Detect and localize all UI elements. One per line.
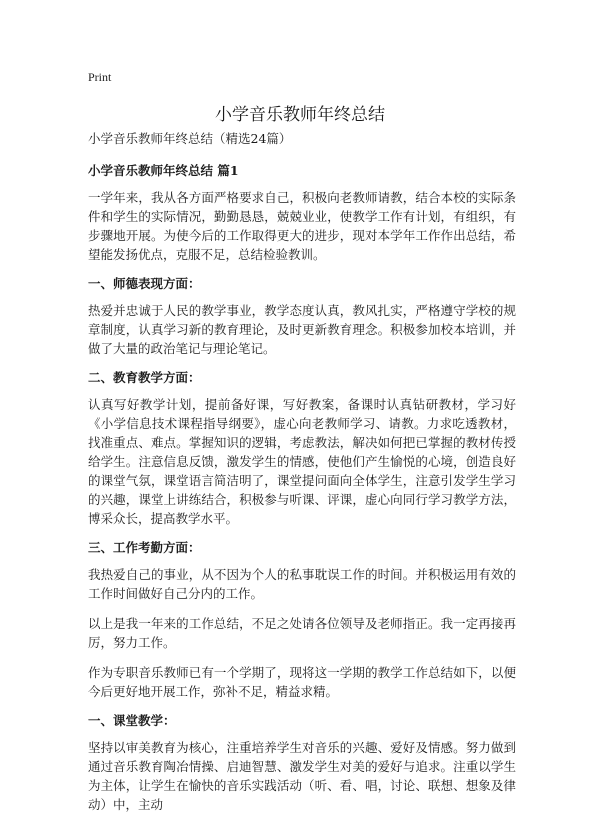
paragraph: 作为专职音乐教师已有一个学期了，现将这一学期的教学工作总结如下，以便今后更好地开展工作，弥补不足，精益求精。: [88, 665, 516, 699]
paragraph: 以上是我一年来的工作总结，不足之处请各位领导及老师指正。我一定再接再厉，努力工作。: [88, 616, 516, 650]
paragraph: 认真写好教学计划，提前备好课，写好教案，备课时认真钻研教材，学习好《小学信息技术课程指导纲要》，虚心向老教师学习、请教。力求吃透教材，找准重点、难点。掌握知识的逻辑，考虑教法，解决如何把已掌握的教材传授给学生。注意信息反馈，激发学生的情感，使他们产生愉悦的心境，创造良好的课堂气氛，课堂语言简洁明了，课堂提问面向全体学生，注意引发学生学习的兴趣，课堂上讲练结合，积极参与听课、评课，虚心向同行学习教学方法，博采众长，提高教学水平。: [88, 397, 516, 526]
section-heading: 一、师德表现方面：: [88, 276, 201, 291]
section-heading: 三、工作考勤方面：: [88, 540, 201, 555]
section-heading: 一、课堂教学：: [88, 713, 176, 728]
paragraph: 我热爱自己的事业，从不因为个人的私事耽误工作的时间。并积极运用有效的工作时间做好自己分内的工作。: [88, 567, 516, 601]
document-subtitle: 小学音乐教师年终总结（精选24篇）: [88, 131, 292, 146]
document-body: [88, 130, 516, 825]
print-link[interactable]: Print: [88, 70, 112, 84]
paragraph: 热爱并忠诚于人民的教学事业，教学态度认真，教风扎实，严格遵守学校的规章制度，认真学习新的教育理论，及时更新教育理念。积极参加校本培训，并做了大量的政治笔记与理论笔记。: [88, 303, 516, 356]
paragraph: 一学年来，我从各方面严格要求自己，积极向老教师请教，结合本校的实际条件和学生的实际情况，勤勤恳恳，兢兢业业，使教学工作有计划，有组织，有步骤地开展。为使今后的工作取得更大的进步，现对本学年工作作出总结，希望能发扬优点，克服不足，总结检验教训。: [88, 190, 516, 262]
paragraph: 坚持以审美教育为核心，注重培养学生对音乐的兴趣、爱好及情感。努力做到通过音乐教育陶冶情操、启迪智慧、激发学生对美的爱好与追求。注重以学生为主体，让学生在愉快的音乐实践活动（听、看、唱，讨论、联想、想象及律动）中，主动: [88, 740, 516, 812]
section-heading: 二、教育教学方面：: [88, 370, 201, 385]
page-title: 小学音乐教师年终总结: [215, 105, 385, 125]
section-heading: 小学音乐教师年终总结 篇1: [88, 163, 239, 178]
